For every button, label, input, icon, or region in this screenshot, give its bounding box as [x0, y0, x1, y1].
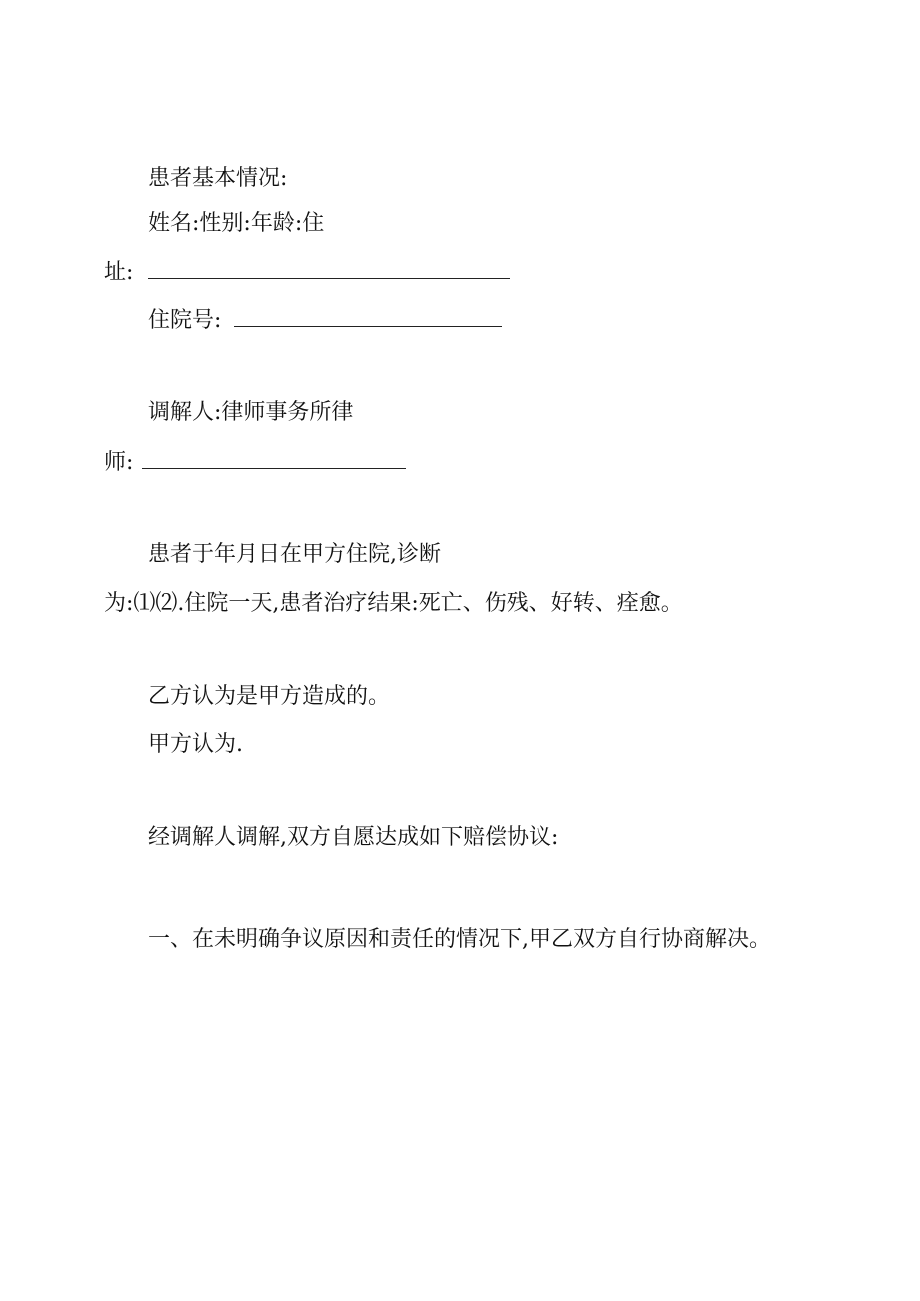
lawyer-line	[104, 448, 406, 478]
party-b-opinion	[148, 682, 390, 712]
party-a-opinion-text: 甲方认为.	[148, 732, 243, 757]
address-label: 址:	[104, 260, 134, 285]
patient-info-heading	[148, 164, 287, 194]
patient-info-heading-text: 患者基本情况:	[148, 166, 288, 191]
agreement-intro	[148, 823, 558, 853]
admission-number-label: 住院号:	[148, 308, 222, 333]
mediator-line	[148, 398, 353, 428]
agreement-item-1	[148, 925, 771, 955]
diagnosis-text-2: 为:⑴⑵.住院一天,患者治疗结果:死亡、伤残、好转、痊愈。	[104, 591, 683, 616]
address-line	[104, 258, 510, 288]
diagnosis-line-1	[148, 540, 441, 570]
party-b-opinion-text: 乙方认为是甲方造成的。	[148, 684, 391, 709]
address-blank	[148, 260, 510, 279]
agreement-item-1-text: 一、在未明确争议原因和责任的情况下,甲乙双方自行协商解决。	[148, 927, 771, 952]
admission-number-line	[148, 306, 502, 336]
diagnosis-text-1: 患者于年月日在甲方住院,诊断	[148, 542, 441, 567]
party-a-opinion	[148, 730, 243, 760]
mediator-text: 调解人:律师事务所律	[148, 400, 354, 425]
patient-fields-line	[148, 209, 324, 239]
lawyer-blank	[142, 450, 406, 469]
agreement-intro-text: 经调解人调解,双方自愿达成如下赔偿协议:	[148, 825, 559, 850]
admission-number-blank	[234, 308, 502, 327]
diagnosis-line-2	[104, 589, 683, 619]
patient-fields-text: 姓名:性别:年龄:住	[148, 211, 325, 236]
lawyer-label: 师:	[104, 450, 134, 475]
